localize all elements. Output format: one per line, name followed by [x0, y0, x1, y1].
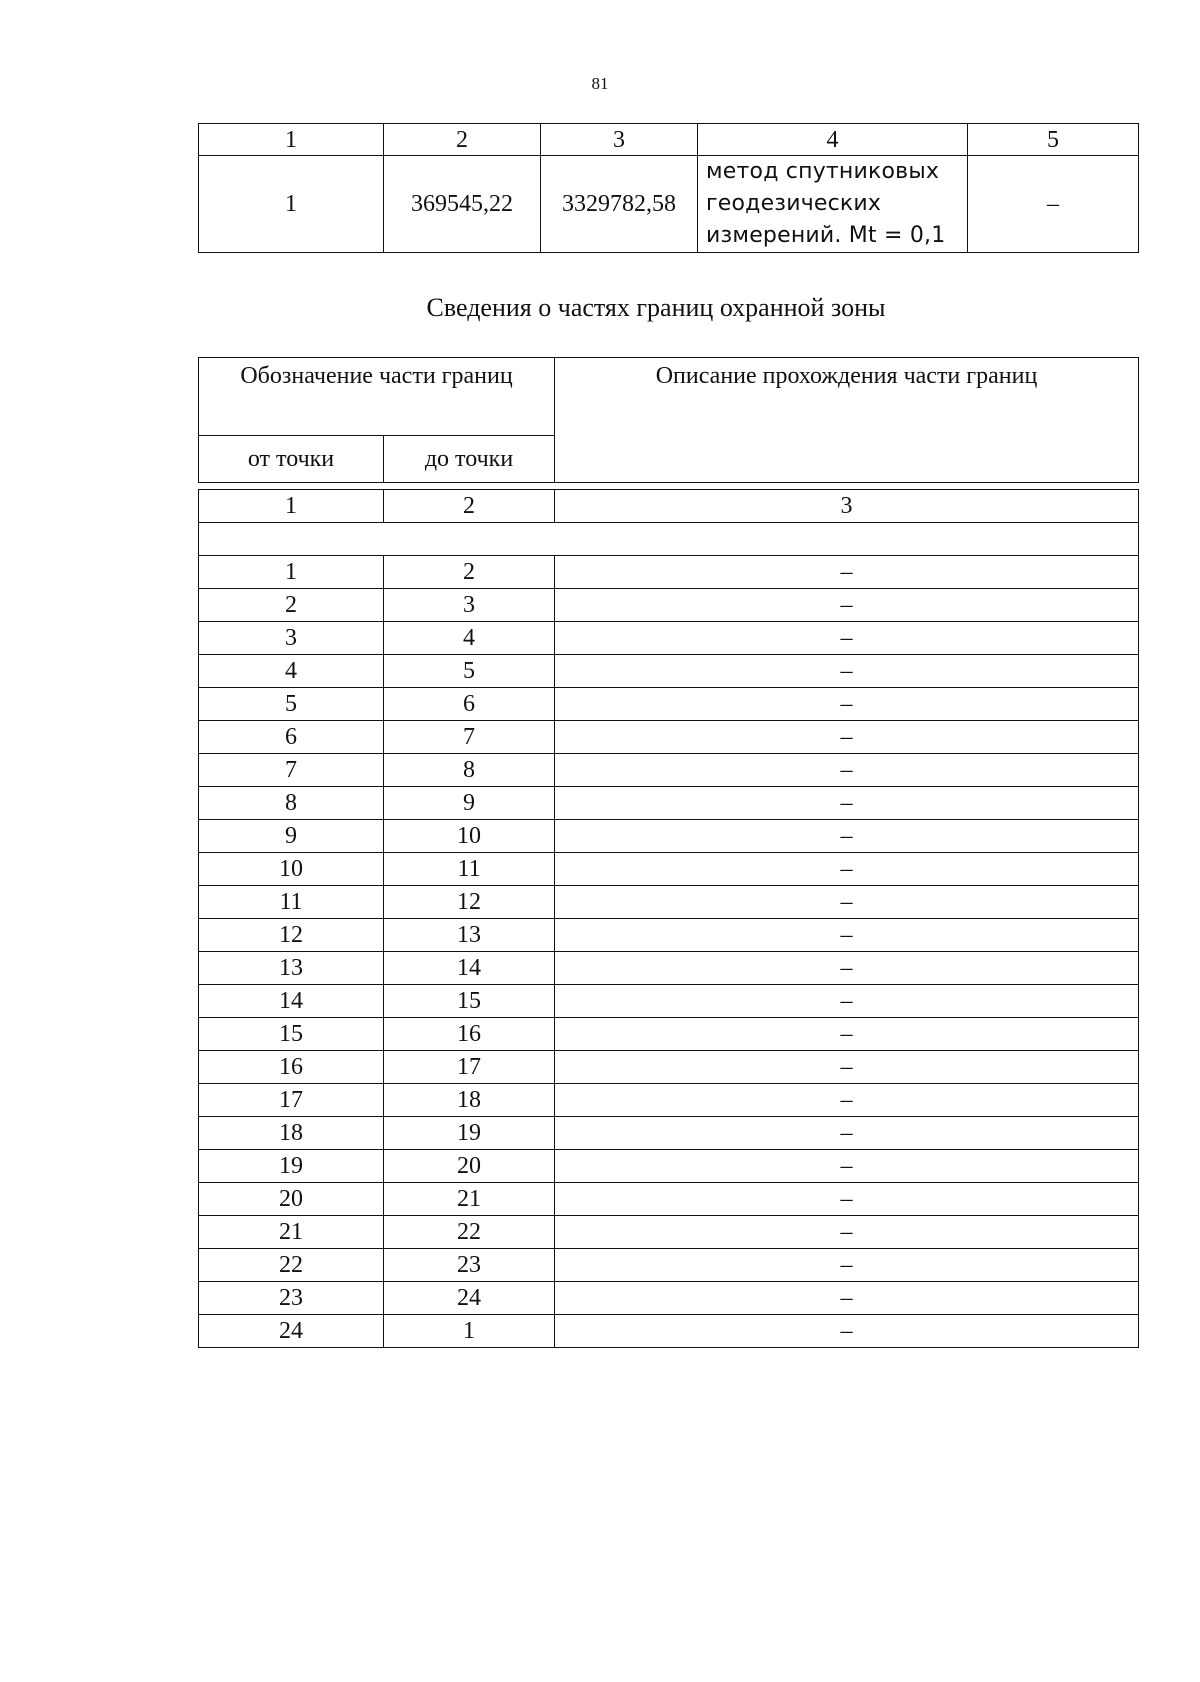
- to-point: 6: [384, 688, 555, 721]
- to-point: 24: [384, 1282, 555, 1315]
- to-point: 18: [384, 1084, 555, 1117]
- from-point: 7: [199, 754, 384, 787]
- from-point: 10: [199, 853, 384, 886]
- to-point: 8: [384, 754, 555, 787]
- from-point: 17: [199, 1084, 384, 1117]
- to-point: 7: [384, 721, 555, 754]
- method-line: геодезических: [706, 191, 882, 216]
- method-line: метод спутниковых: [706, 159, 940, 184]
- table-row: [199, 589, 1139, 622]
- to-point: 11: [384, 853, 555, 886]
- designation-header: Обозначение части границ: [199, 358, 555, 436]
- to-point: 17: [384, 1051, 555, 1084]
- coordinates-table: [198, 123, 1139, 253]
- to-point: 20: [384, 1150, 555, 1183]
- coordinates-header-cell: 1: [199, 124, 384, 156]
- to-point: 21: [384, 1183, 555, 1216]
- table-row: [199, 919, 1139, 952]
- point-number: 1: [199, 156, 384, 253]
- table-row: [199, 1150, 1139, 1183]
- from-point: 5: [199, 688, 384, 721]
- from-point: 22: [199, 1249, 384, 1282]
- to-point: 5: [384, 655, 555, 688]
- from-point-header: от точки: [199, 435, 384, 482]
- table-row: [199, 1216, 1139, 1249]
- segment-description: –: [555, 820, 1139, 853]
- table-row: [199, 1282, 1139, 1315]
- boundary-parts-table: [198, 357, 1139, 1348]
- segment-description: –: [555, 1183, 1139, 1216]
- table-row: [199, 952, 1139, 985]
- table-row: [199, 688, 1139, 721]
- from-point: 21: [199, 1216, 384, 1249]
- table-row: [199, 1249, 1139, 1282]
- column-number: 2: [384, 490, 555, 523]
- column-number-row: [199, 490, 1139, 523]
- to-point: 3: [384, 589, 555, 622]
- table-row: [199, 721, 1139, 754]
- segment-description: –: [555, 853, 1139, 886]
- point-note: –: [968, 156, 1139, 253]
- from-point: 1: [199, 556, 384, 589]
- method-line: измерений. Mt = 0,1: [706, 223, 946, 248]
- from-point: 19: [199, 1150, 384, 1183]
- table-row: [199, 1183, 1139, 1216]
- segment-description: –: [555, 952, 1139, 985]
- segment-description: –: [555, 787, 1139, 820]
- from-point: 11: [199, 886, 384, 919]
- to-point: 14: [384, 952, 555, 985]
- segment-description: –: [555, 1282, 1139, 1315]
- section-title: Сведения о частях границ охранной зоны: [426, 293, 886, 322]
- page-number: 81: [591, 74, 609, 93]
- segment-description: –: [555, 1249, 1139, 1282]
- table-row: [199, 1051, 1139, 1084]
- segment-description: –: [555, 1315, 1139, 1348]
- coordinates-header-cell: 5: [968, 124, 1139, 156]
- segment-description: –: [555, 688, 1139, 721]
- table-row: [199, 1084, 1139, 1117]
- from-point: 24: [199, 1315, 384, 1348]
- to-point: 2: [384, 556, 555, 589]
- to-point: 22: [384, 1216, 555, 1249]
- table-row: [199, 886, 1139, 919]
- segment-description: –: [555, 886, 1139, 919]
- segment-description: –: [555, 622, 1139, 655]
- segment-description: –: [555, 556, 1139, 589]
- column-number: 1: [199, 490, 384, 523]
- from-point: 18: [199, 1117, 384, 1150]
- segment-description: –: [555, 754, 1139, 787]
- to-point: 13: [384, 919, 555, 952]
- segment-description: –: [555, 655, 1139, 688]
- segment-description: –: [555, 919, 1139, 952]
- from-point: 16: [199, 1051, 384, 1084]
- table-row: [199, 820, 1139, 853]
- from-point: 4: [199, 655, 384, 688]
- segment-description: –: [555, 1117, 1139, 1150]
- coordinates-header-row: [199, 124, 1139, 156]
- to-point: 15: [384, 985, 555, 1018]
- description-header: Описание прохождения части границ: [555, 358, 1139, 483]
- table-row: [199, 754, 1139, 787]
- coordinates-header-cell: 4: [698, 124, 968, 156]
- to-point: 1: [384, 1315, 555, 1348]
- to-point: 9: [384, 787, 555, 820]
- to-point: 16: [384, 1018, 555, 1051]
- table-row: [199, 1117, 1139, 1150]
- table-row: [199, 1018, 1139, 1051]
- segment-description: –: [555, 1051, 1139, 1084]
- coordinates-header-cell: 2: [384, 124, 541, 156]
- table-row: [199, 985, 1139, 1018]
- table-row: [199, 1315, 1139, 1348]
- from-point: 23: [199, 1282, 384, 1315]
- segment-description: –: [555, 985, 1139, 1018]
- determination-method: [698, 156, 968, 253]
- to-point: 23: [384, 1249, 555, 1282]
- table-row: [199, 787, 1139, 820]
- to-point: 4: [384, 622, 555, 655]
- table-row: [199, 622, 1139, 655]
- coordinate-x: 369545,22: [384, 156, 541, 253]
- segment-description: –: [555, 1150, 1139, 1183]
- from-point: 9: [199, 820, 384, 853]
- header-spacer: [199, 483, 1139, 490]
- from-point: 3: [199, 622, 384, 655]
- segment-description: –: [555, 1216, 1139, 1249]
- table-row: [199, 853, 1139, 886]
- table-row: [199, 655, 1139, 688]
- coordinate-y: 3329782,58: [541, 156, 698, 253]
- from-point: 12: [199, 919, 384, 952]
- column-number: 3: [555, 490, 1139, 523]
- coordinates-header-cell: 3: [541, 124, 698, 156]
- segment-description: –: [555, 721, 1139, 754]
- from-point: 8: [199, 787, 384, 820]
- table-row: [199, 556, 1139, 589]
- from-point: 13: [199, 952, 384, 985]
- to-point: 12: [384, 886, 555, 919]
- segment-description: –: [555, 589, 1139, 622]
- from-point: 2: [199, 589, 384, 622]
- to-point: 19: [384, 1117, 555, 1150]
- to-point-header: до точки: [384, 435, 555, 482]
- segment-description: –: [555, 1084, 1139, 1117]
- segment-description: –: [555, 1018, 1139, 1051]
- from-point: 20: [199, 1183, 384, 1216]
- from-point: 14: [199, 985, 384, 1018]
- coordinates-row: [199, 156, 1139, 253]
- blank-row: [199, 523, 1139, 556]
- from-point: 15: [199, 1018, 384, 1051]
- from-point: 6: [199, 721, 384, 754]
- parts-header-row: [199, 358, 1139, 436]
- to-point: 10: [384, 820, 555, 853]
